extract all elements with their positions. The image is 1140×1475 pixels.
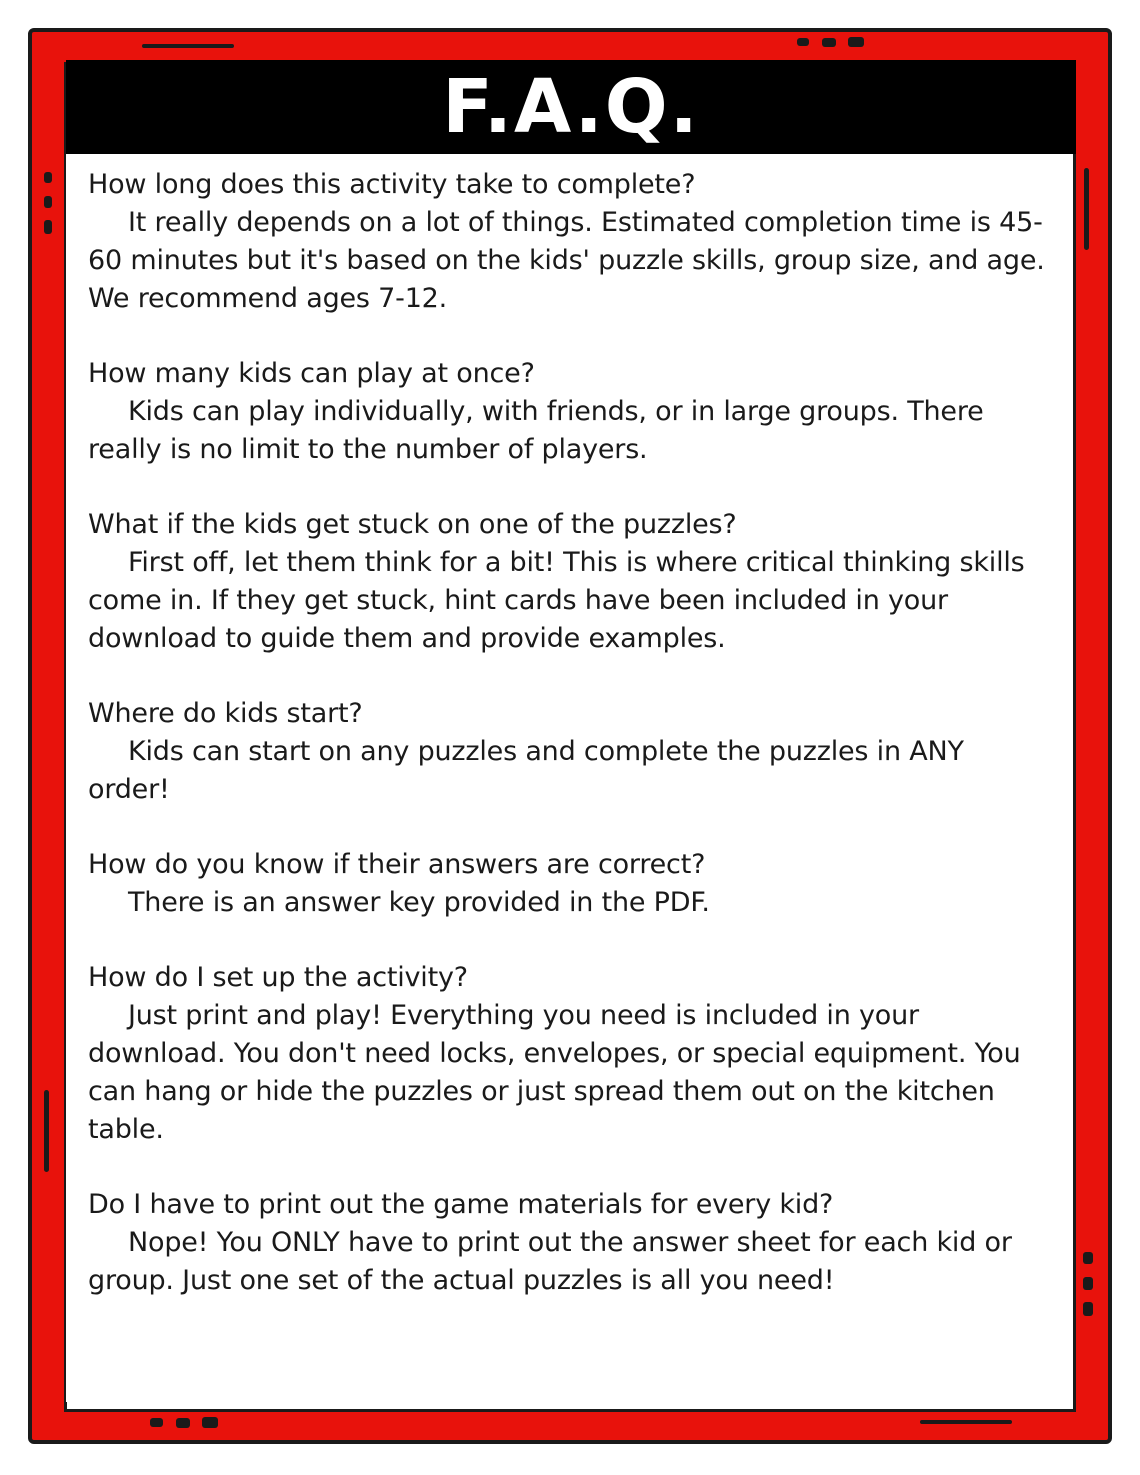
frame-dot-top-right-3 bbox=[848, 37, 864, 47]
frame-dot-left-3 bbox=[44, 220, 52, 234]
title-banner bbox=[66, 60, 1076, 154]
faq-list bbox=[66, 154, 1064, 1402]
page-title: F.A.Q. bbox=[442, 64, 700, 150]
faq-answer: It really depends on a lot of things. Estimated completion time is 45-60 minutes but it's based on the kids' puzzle skills, group size, and age. We recommend ages 7-12. bbox=[88, 207, 1045, 314]
frame-dot-top-right-1 bbox=[797, 38, 809, 46]
frame-dash-right-upper bbox=[1084, 168, 1089, 250]
faq-answer: There is an answer key provided in the PDF. bbox=[128, 887, 710, 918]
faq-question: What if the kids get stuck on one of the puzzles? bbox=[88, 509, 737, 540]
frame-dash-bottom-right bbox=[920, 1420, 1012, 1424]
faq-item bbox=[88, 959, 1050, 1149]
faq-item bbox=[88, 846, 1050, 922]
faq-question: How do you know if their answers are correct? bbox=[88, 849, 706, 880]
faq-question: How do I set up the activity? bbox=[88, 962, 468, 993]
frame-dot-right-1 bbox=[1083, 1252, 1093, 1264]
frame-dot-left-1 bbox=[44, 172, 52, 183]
faq-question: Do I have to print out the game materials for every kid? bbox=[88, 1189, 834, 1220]
faq-item bbox=[88, 695, 1050, 809]
faq-answer: Kids can play individually, with friends, or in large groups. There really is no limit to the number of players. bbox=[88, 396, 984, 465]
faq-item bbox=[88, 506, 1050, 658]
frame-dot-right-3 bbox=[1083, 1302, 1093, 1316]
faq-item bbox=[88, 355, 1050, 469]
frame-dot-top-right-2 bbox=[822, 38, 836, 47]
faq-question: How long does this activity take to complete? bbox=[88, 169, 696, 200]
frame-dash-left-lower bbox=[44, 1090, 49, 1172]
faq-question: How many kids can play at once? bbox=[88, 358, 535, 389]
faq-answer: Just print and play! Everything you need is included in your download. You don't need locks, envelopes, or special equipment. You can hang or hide the puzzles or just spread them out on the kitchen table. bbox=[88, 1000, 1021, 1145]
faq-answer: Kids can start on any puzzles and complete the puzzles in ANY order! bbox=[88, 736, 964, 805]
frame-dot-right-2 bbox=[1083, 1277, 1093, 1290]
faq-item bbox=[88, 166, 1050, 318]
frame-dot-bottom-left-2 bbox=[176, 1418, 190, 1428]
frame-dot-left-2 bbox=[44, 196, 52, 208]
faq-answer: Nope! You ONLY have to print out the answer sheet for each kid or group. Just one set of the actual puzzles is all you need! bbox=[88, 1227, 1012, 1296]
faq-question: Where do kids start? bbox=[88, 698, 363, 729]
frame-dot-bottom-left-1 bbox=[150, 1418, 163, 1427]
frame-dot-bottom-left-3 bbox=[202, 1417, 218, 1428]
faq-answer: First off, let them think for a bit! This is where critical thinking skills come in. If they get stuck, hint cards have been included in your download to guide them and provide examples. bbox=[88, 547, 1025, 654]
faq-item bbox=[88, 1186, 1050, 1300]
frame-dash-top-left bbox=[142, 44, 234, 48]
